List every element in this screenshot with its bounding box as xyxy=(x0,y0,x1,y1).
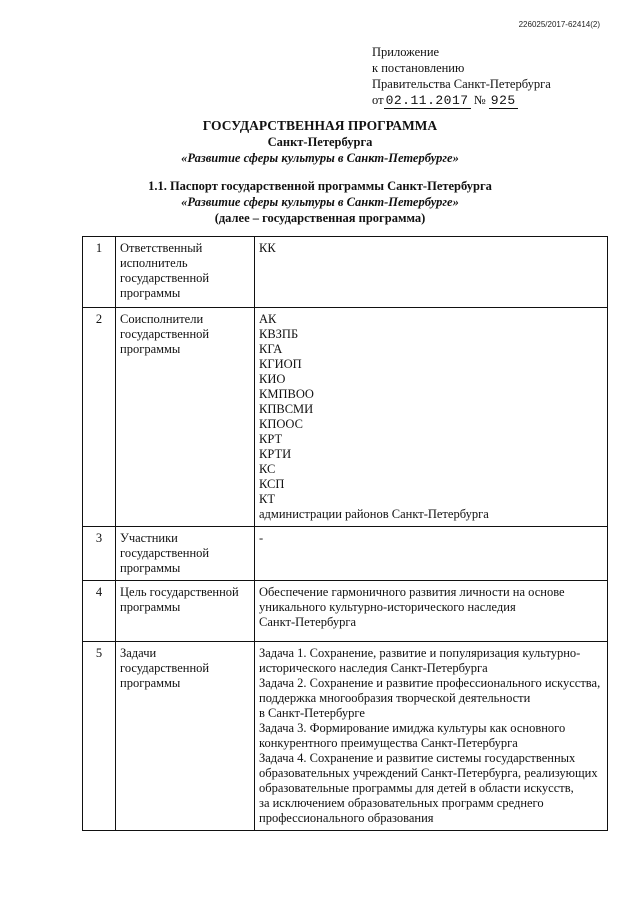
appendix-date-line xyxy=(372,92,551,109)
row-value-line: КПВСМИ xyxy=(259,402,314,416)
appendix-line: Приложение xyxy=(372,45,440,59)
table-row xyxy=(83,527,608,581)
appendix-block xyxy=(372,44,551,109)
row-label-line: программы xyxy=(120,600,181,614)
row-label-line: программы xyxy=(120,561,181,575)
table-row xyxy=(83,581,608,642)
row-label-line: Цель государственной xyxy=(120,585,239,599)
row-value-line: КМПВОО xyxy=(259,387,314,401)
table-row xyxy=(83,308,608,527)
row-value-line: АК xyxy=(259,312,277,326)
row-value-line: профессионального образования xyxy=(259,811,434,825)
passport-title xyxy=(0,178,640,226)
row-label-line: программы xyxy=(120,286,181,300)
row-value-line: Задача 2. Сохранение и развитие профессионального искусства, xyxy=(259,676,601,690)
row-value-line: КИО xyxy=(259,372,286,386)
row-value-line: КРТИ xyxy=(259,447,292,461)
row-value-line: КВЗПБ xyxy=(259,327,299,341)
row-value-line: КПООС xyxy=(259,417,303,431)
table-row xyxy=(83,642,608,831)
row-value xyxy=(255,642,608,831)
resolution-date: 02.11.2017 xyxy=(385,93,469,108)
row-value-line: Задача 3. Формирование имиджа культуры как основного xyxy=(259,721,566,735)
date-prefix: от xyxy=(372,93,384,107)
row-label xyxy=(116,581,255,642)
row-number: 4 xyxy=(83,581,116,642)
row-label-line: государственной xyxy=(120,661,210,675)
row-value-line: КРТ xyxy=(259,432,283,446)
row-label xyxy=(116,527,255,581)
row-label-line: Ответственный xyxy=(120,241,203,255)
row-value-line: уникального культурно-исторического наследия xyxy=(259,600,516,614)
row-value-line: поддержка многообразия творческой деятельности xyxy=(259,691,531,705)
row-label-line: государственной xyxy=(120,546,210,560)
row-value xyxy=(255,308,608,527)
resolution-number: 925 xyxy=(490,93,516,108)
row-value-line: - xyxy=(259,531,264,545)
row-value-line: Санкт-Петербурга xyxy=(259,615,357,629)
row-label-line: государственной xyxy=(120,327,210,341)
row-label-line: программы xyxy=(120,676,181,690)
row-value-line: Задача 1. Сохранение, развитие и популяризация культурно- xyxy=(259,646,581,660)
row-value-line: Обеспечение гармоничного развития личности на основе xyxy=(259,585,565,599)
appendix-line: к постановлению xyxy=(372,61,465,75)
table-row xyxy=(83,237,608,308)
row-label-line: исполнитель xyxy=(120,256,188,270)
row-value-line: в Санкт-Петербурге xyxy=(259,706,365,720)
program-title-line: «Развитие сферы культуры в Санкт-Петербурге» xyxy=(181,151,459,165)
row-value-line: КС xyxy=(259,462,276,476)
row-label-line: Соисполнители xyxy=(120,312,204,326)
row-value xyxy=(255,237,608,308)
row-label-line: программы xyxy=(120,342,181,356)
appendix-line: Правительства Санкт-Петербурга xyxy=(372,77,551,91)
row-value-line: КК xyxy=(259,241,276,255)
passport-title-line: «Развитие сферы культуры в Санкт-Петербурге» xyxy=(181,195,459,209)
row-value-line: КСП xyxy=(259,477,285,491)
row-label xyxy=(116,308,255,527)
number-prefix: № xyxy=(473,93,486,107)
row-label-line: Задачи xyxy=(120,646,157,660)
row-value-line: конкурентного преимущества Санкт-Петербурга xyxy=(259,736,518,750)
row-value xyxy=(255,527,608,581)
row-number: 1 xyxy=(83,237,116,308)
row-value-line: образовательных учреждений Санкт-Петербурга, реализующих xyxy=(259,766,598,780)
row-value-line: КТ xyxy=(259,492,275,506)
row-value-line: исторического наследия Санкт-Петербурга xyxy=(259,661,488,675)
passport-title-line: (далее – государственная программа) xyxy=(214,211,426,225)
row-label-line: государственной xyxy=(120,271,210,285)
row-label-line: Участники xyxy=(120,531,178,545)
row-label xyxy=(116,237,255,308)
row-value xyxy=(255,581,608,642)
program-title-line: Санкт-Петербурга xyxy=(267,135,373,149)
document-number: 226025/2017-62414(2) xyxy=(518,20,600,29)
row-number: 3 xyxy=(83,527,116,581)
row-label xyxy=(116,642,255,831)
passport-table xyxy=(82,236,608,831)
row-value-line: КГИОП xyxy=(259,357,302,371)
row-value-line: Задача 4. Сохранение и развитие системы государственных xyxy=(259,751,576,765)
row-value-line: за исключением образовательных программ среднего xyxy=(259,796,544,810)
program-title-line: ГОСУДАРСТВЕННАЯ ПРОГРАММА xyxy=(202,118,438,133)
row-value-line: администрации районов Санкт-Петербурга xyxy=(259,507,489,521)
row-number: 2 xyxy=(83,308,116,527)
row-number: 5 xyxy=(83,642,116,831)
passport-title-line: 1.1. Паспорт государственной программы Санкт-Петербурга xyxy=(148,179,492,193)
row-value-line: образовательные программы для детей в области искусств, xyxy=(259,781,574,795)
program-title xyxy=(0,118,640,166)
row-value-line: КГА xyxy=(259,342,283,356)
